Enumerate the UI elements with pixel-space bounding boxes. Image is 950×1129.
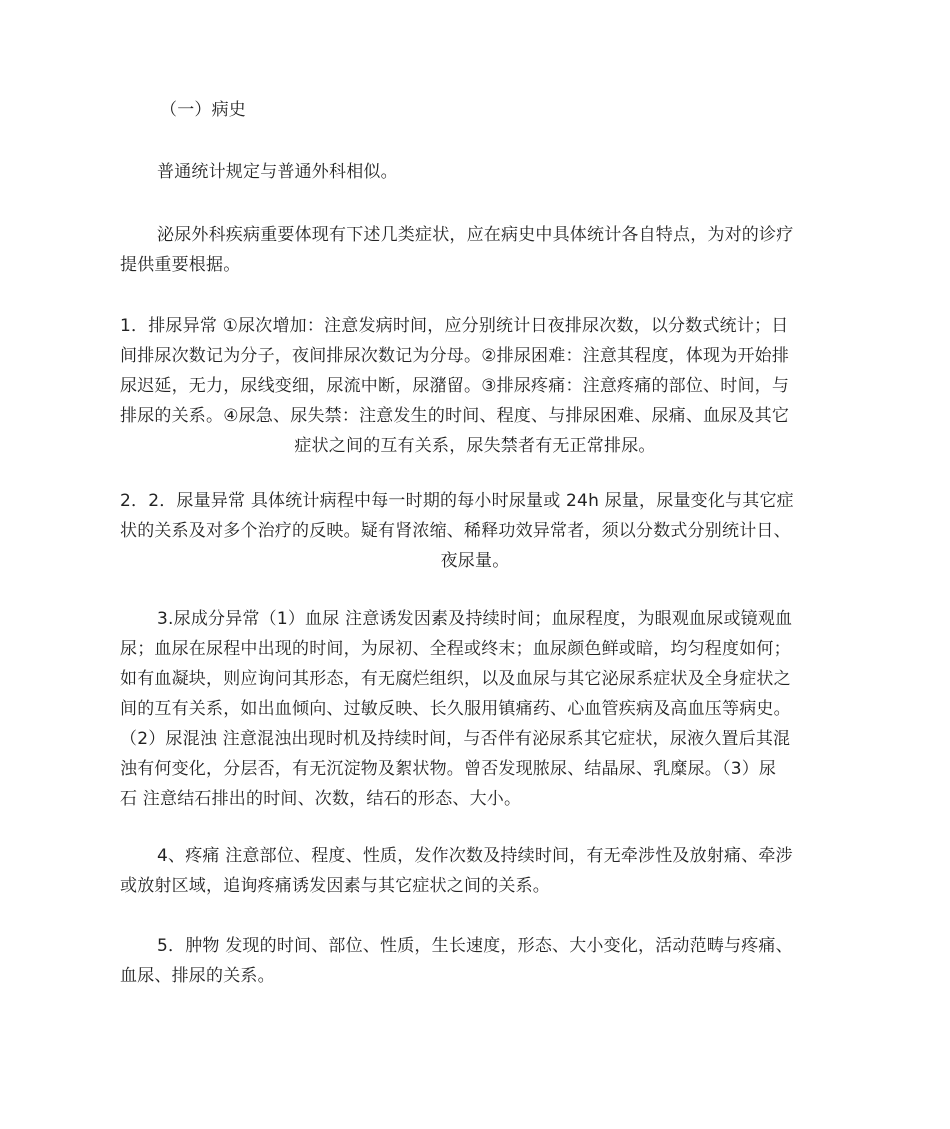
paragraph-line: 间的互有关系，如出血倾向、过敏反映、长久服用镇痛药、心血管疾病及高血压等病史。 [120, 699, 791, 719]
section-heading [160, 95, 460, 125]
paragraph-line: 间排尿次数记为分子，夜间排尿次数记为分母。②排尿困难：注意其程度，体现为开始排 [120, 346, 790, 366]
paragraph-line: 浊有何变化，分层否，有无沉淀物及絮状物。曾否发现脓尿、结晶尿、乳糜尿。（3）尿 [120, 759, 777, 779]
paragraph-line: 血尿、排尿的关系。 [120, 966, 275, 986]
paragraph-line: 2．2．尿量异常 具体统计病程中每一时期的每小时尿量或 24h 尿量，尿量变化与其它症 [120, 491, 794, 511]
paragraph-urine-volume-abnormal [120, 486, 830, 576]
paragraph-line: 尿迟延，无力，尿线变细，尿流中断，尿潴留。③排尿疼痛：注意疼痛的部位、时间，与 [120, 376, 790, 396]
paragraph-line: 5．肿物 发现的时间、部位、性质，生长速度，形态、大小变化，活动范畴与疼痛、 [157, 936, 793, 956]
paragraph-line: 或放射区域，追询疼痛诱发因素与其它症状之间的关系。 [120, 876, 550, 896]
paragraph-mass [120, 931, 830, 991]
paragraph-line: 尿；血尿在尿程中出现的时间，为尿初、全程或终末；血尿颜色鲜或暗，均匀程度如何； [120, 639, 791, 659]
paragraph-urine-composition-abnormal [120, 604, 830, 814]
paragraph-line: 排尿的关系。④尿急、尿失禁：注意发生的时间、程度、与排尿困难、尿痛、血尿及其它 [120, 406, 790, 426]
paragraph-line: 1．排尿异常 ①尿次增加：注意发病时间，应分别统计日夜排尿次数，以分数式统计；日 [120, 316, 789, 336]
paragraph-line: 夜尿量。 [440, 551, 510, 571]
paragraph-line: 3.尿成分异常（1）血尿 注意诱发因素及持续时间；血尿程度，为眼观血尿或镜观血 [157, 609, 793, 629]
paragraph-line: 提供重要根据。 [120, 255, 241, 275]
paragraph-line: 泌尿外科疾病重要体现有下述几类症状，应在病史中具体统计各自特点，为对的诊疗 [157, 225, 794, 245]
paragraph-line: 症状之间的互有关系，尿失禁者有无正常排尿。 [294, 436, 656, 456]
paragraph-urination-abnormal [120, 311, 830, 461]
paragraph-general-record [120, 157, 830, 187]
heading-text: （一）病史 [160, 100, 246, 120]
paragraph-line: 状的关系及对多个治疗的反映。疑有肾浓缩、稀释功效异常者，须以分数式分别统计日、 [120, 521, 791, 541]
paragraph-line: 如有血凝块，则应询问其形态，有无腐烂组织，以及血尿与其它泌尿系症状及全身症状之 [120, 669, 791, 689]
paragraph-line: 普通统计规定与普通外科相似。 [157, 162, 398, 182]
paragraph-urology-symptoms-intro [120, 220, 830, 280]
paragraph-pain [120, 841, 830, 901]
paragraph-line: 4、疼痛 注意部位、程度、性质，发作次数及持续时间，有无牵涉性及放射痛、牵涉 [157, 846, 793, 866]
paragraph-line: （2）尿混浊 注意混浊出现时机及持续时间，与否伴有泌尿系其它症状，尿液久置后其混 [120, 729, 791, 749]
paragraph-line: 石 注意结石排出的时间、次数，结石的形态、大小。 [120, 789, 522, 809]
